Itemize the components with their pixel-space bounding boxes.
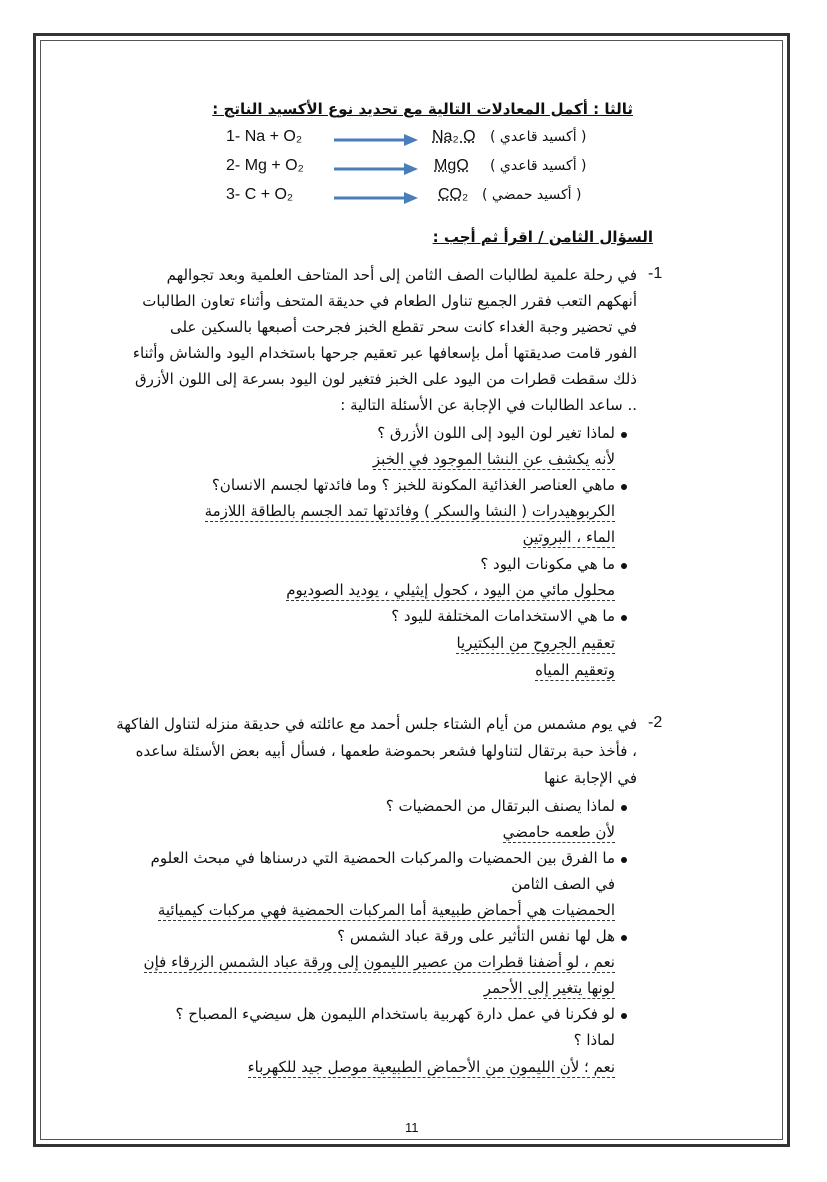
answer-text: نعم ، لو أضفنا قطرات من عصير الليمون إلى ورقة عباد الشمس الزرقاء فإن (143, 953, 615, 971)
question-text: ما هي الاستخدامات المختلفة لليود ؟ (391, 607, 615, 625)
q1-line: ذلك سقطت قطرات من اليود على الخبز فتغير لون اليود بسرعة إلى اللون الأزرق (134, 370, 637, 388)
answer-text: لأنه يكشف عن النشا الموجود في الخبز (372, 450, 615, 468)
eq-type: ( أكسيد قاعدي ) (490, 158, 587, 174)
question-text: ماهي العناصر الغذائية المكونة للخبز ؟ وما فائدتها لجسم الانسان؟ (211, 476, 615, 494)
arrow-right-icon (334, 133, 418, 147)
eq-lhs: Mg + O₂ (244, 157, 304, 174)
answer-text: الحمضيات هي أحماض طبيعية أما المركبات الحمضية فهي مركبات كيميائية (157, 901, 615, 919)
q1-line: في رحلة علمية لطالبات الصف الثامن إلى أحد المتاحف العلمية وبعد تجوالهم (166, 266, 637, 284)
question-text: لماذا ؟ (573, 1031, 615, 1049)
q2-number: -2 (648, 714, 663, 731)
eq-product: Na₂ O (432, 128, 476, 145)
q2-line: ، فأخذ حبة برتقال لتناولها فشعر بحموضة طعمها ، فسأل أبيه بعض الأسئلة ساعده (135, 742, 637, 760)
eq-num: 3- (226, 186, 241, 203)
arrow-right-icon (334, 162, 418, 176)
eq-lhs: Na + O₂ (244, 128, 303, 145)
bullet-icon (621, 857, 627, 863)
eq-type: ( أكسيد قاعدي ) (490, 129, 587, 145)
q1-line: الفور قامت صديقتها أمل بإسعافها عبر تعقيم جرحها باستخدام اليود والشاش وأثناء (132, 344, 637, 362)
section3-heading: ثالثا : أكمل المعادلات التالية مع تحديد نوع الأكسيد الناتج : (212, 100, 633, 118)
answer-text: الماء ، البروتين (522, 528, 615, 546)
bullet-icon (621, 805, 627, 811)
q1-number: -1 (648, 265, 663, 282)
eq-num: 2- (226, 157, 241, 174)
bullet-icon (621, 432, 627, 438)
bullet-icon (621, 615, 627, 621)
q1-line: أنهكهم التعب فقرر الجميع تناول الطعام في حديقة المتحف وأثناء تعاون الطالبات (142, 292, 637, 310)
eq-lhs: C + O₂ (244, 186, 294, 203)
q2-line: في الإجابة عنها (544, 769, 637, 787)
question-text: لماذا تغير لون اليود إلى اللون الأزرق ؟ (377, 424, 615, 442)
question-text: في الصف الثامن (511, 875, 615, 893)
question-text: هل لها نفس التأثير على ورقة عباد الشمس ؟ (337, 927, 615, 945)
answer-text: الكربوهيدرات ( النشا والسكر ) وفائدتها تمد الجسم بالطاقة اللازمة (204, 502, 615, 520)
eq-type: ( أكسيد حمضي ) (482, 187, 582, 203)
question-text: ما هي مكونات اليود ؟ (480, 555, 615, 573)
eq-num: 1- (226, 128, 241, 145)
bullet-icon (621, 563, 627, 569)
bullet-icon (621, 935, 627, 941)
answer-text: تعقيم الجروح من البكتيريا (456, 634, 615, 652)
answer-text: نعم ؛ لأن الليمون من الأحماض الطبيعية موصل جيد للكهرباء (247, 1058, 615, 1076)
bullet-icon (621, 484, 627, 490)
answer-text: وتعقيم المياه (535, 661, 615, 679)
eq-product: CO₂ (438, 186, 469, 203)
eq-product: MgO (434, 157, 469, 174)
q1-line: .. ساعد الطالبات في الإجابة عن الأسئلة التالية : (340, 396, 637, 414)
q2-line: في يوم مشمس من أيام الشتاء جلس أحمد مع عائلته في حديقة منزله لتناول الفاكهة (116, 715, 637, 733)
bullet-icon (621, 1013, 627, 1019)
page-number: 11 (405, 1120, 419, 1135)
answer-text: محلول مائي من اليود ، كحول إيثيلي ، يوديد الصوديوم (286, 581, 615, 599)
question-text: لو فكرنا في عمل دارة كهربية باستخدام الليمون هل سيضيء المصباح ؟ (175, 1005, 615, 1023)
question-text: ما الفرق بين الحمضيات والمركبات الحمضية التي درسناها في مبحث العلوم (150, 849, 615, 867)
arrow-right-icon (334, 191, 418, 205)
question-text: لماذا يصنف البرتقال من الحمضيات ؟ (385, 797, 615, 815)
answer-text: لونها يتغير إلى الأحمر (483, 979, 615, 997)
section8-heading: السؤال الثامن / اقرأ ثم أجب : (432, 228, 653, 246)
q1-line: في تحضير وجبة الغداء كانت سحر تقطع الخبز فجرحت أصبعها بالسكين على (170, 318, 637, 336)
answer-text: لأن طعمه حامضي (502, 823, 615, 841)
